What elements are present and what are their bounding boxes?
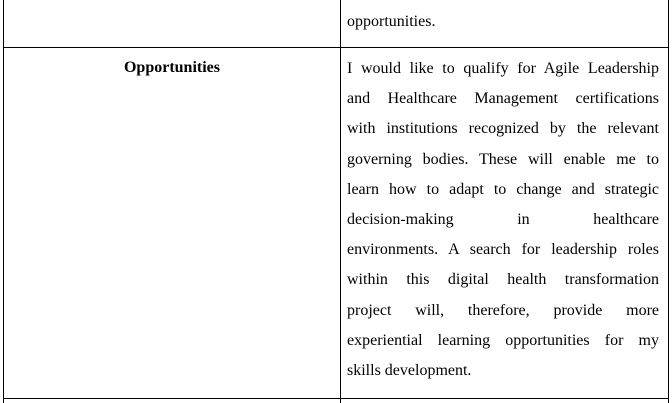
row1-right-cell <box>347 7 659 37</box>
column-divider <box>340 0 341 403</box>
row-divider-1 <box>4 47 668 48</box>
body-line: and Healthcare Management certifications <box>347 90 659 108</box>
row2-body-cell <box>347 54 659 386</box>
document-table <box>3 0 669 403</box>
body-line: skills development. <box>347 361 472 379</box>
body-line: experiential learning opportunities for my <box>347 331 659 349</box>
body-line: learn how to adapt to change and strategic <box>347 180 659 198</box>
body-line: within this digital health transformation <box>347 271 659 289</box>
body-line: project will, therefore, provide more <box>347 301 659 319</box>
body-line: I would like to qualify for Agile Leadership <box>347 60 659 77</box>
body-line: with institutions recognized by the relevant <box>347 120 659 138</box>
body-line: governing bodies. These will enable me to <box>347 150 659 168</box>
row-divider-2 <box>4 398 668 399</box>
body-line: decision-making in healthcare <box>347 210 659 228</box>
row1-right-text: opportunities. <box>347 13 436 30</box>
row2-header-cell: Opportunities <box>123 59 220 76</box>
body-line: environments. A search for leadership roles <box>347 241 659 259</box>
